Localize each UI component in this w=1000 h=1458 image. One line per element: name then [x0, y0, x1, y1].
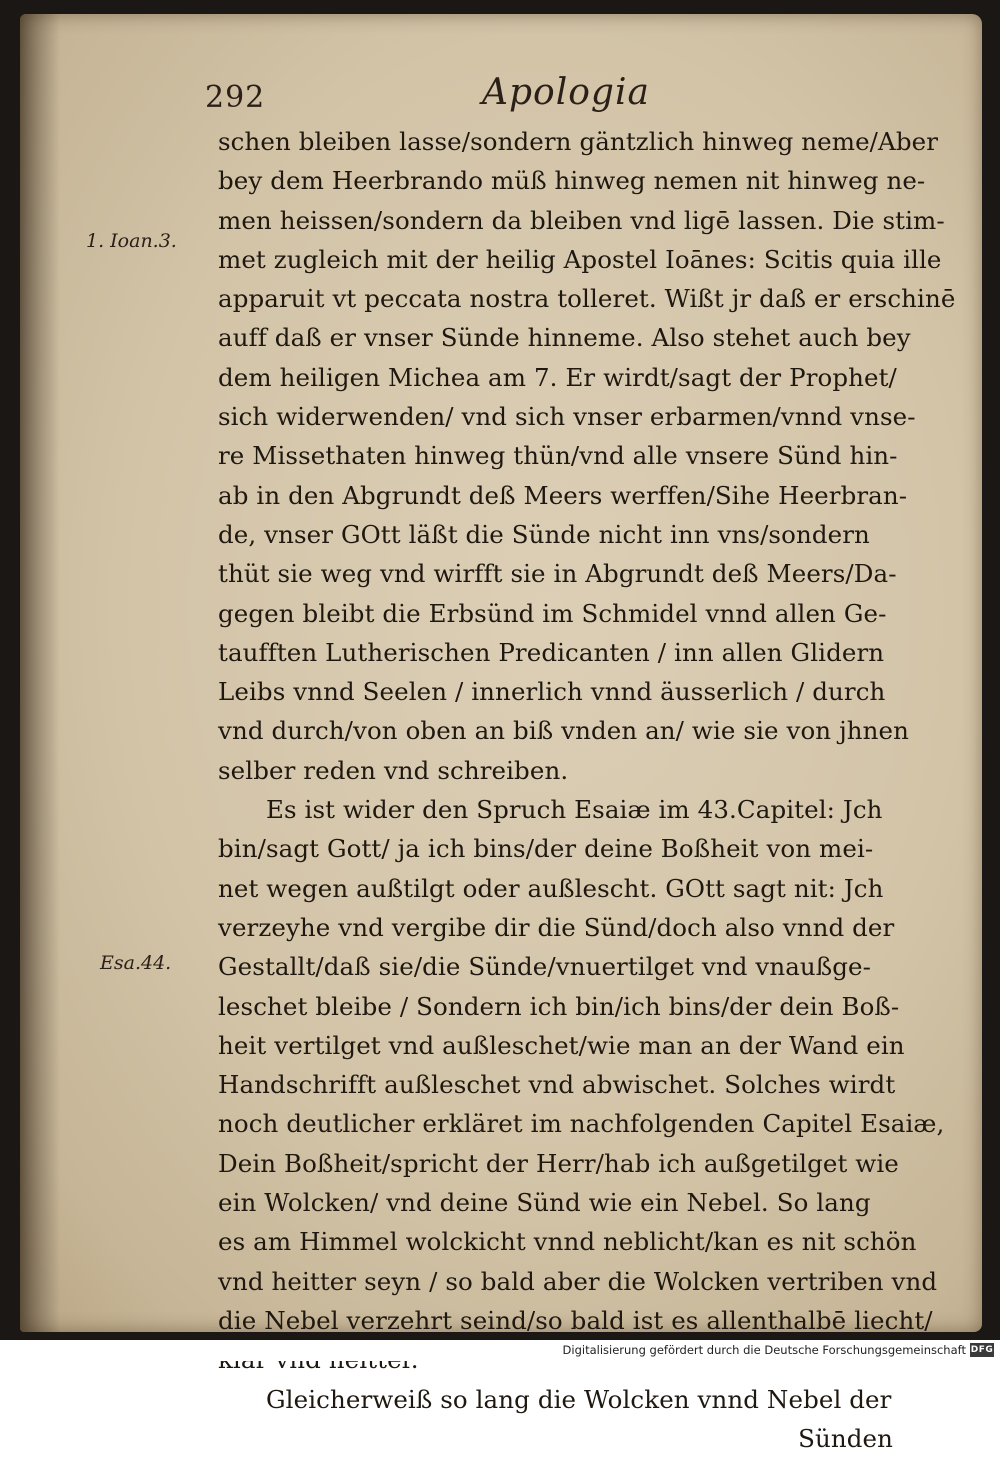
text-line: Handschrifft außleschet vnd abwischet. Solches wirdt	[218, 1070, 896, 1100]
text-line: leschet bleibe / Sondern ich bin/ich bins/der dein Boß-	[218, 991, 900, 1021]
text-line: sich widerwenden/ vnd sich vnser erbarmen/vnnd vnse-	[218, 402, 916, 432]
text-line: es am Himmel wolckicht vnnd neblicht/kan es nit schön	[218, 1227, 917, 1257]
text-line-paragraph-start: Gleicherweiß so lang die Wolcken vnnd Nebel der	[266, 1384, 892, 1414]
text-line: ein Wolcken/ vnd deine Sünd wie ein Nebel. So lang	[218, 1188, 871, 1218]
text-line: vnd durch/von oben an biß vnden an/ wie sie von jhnen	[218, 716, 910, 746]
text-line: vnd heitter seyn / so bald aber die Wolcken vertriben vnd	[218, 1266, 938, 1296]
footer-bar	[0, 1340, 1000, 1361]
text-line: die Nebel verzehrt seind/so bald ist es allenthalbē liecht/	[218, 1305, 933, 1335]
text-line: de, vnser GOtt läßt die Sünde nicht inn vns/sondern	[218, 519, 870, 549]
text-line: gegen bleibt die Erbsünd im Schmidel vnnd allen Ge-	[218, 598, 887, 628]
text-line: Gestallt/daß sie/die Sünde/vnuertilget vnd vnaußge-	[218, 952, 872, 982]
funding-credit: Digitalisierung gefördert durch die Deutsche Forschungsgemeinschaft	[562, 1343, 966, 1357]
text-line: schen bleiben lasse/sondern gäntzlich hinweg neme/Aber	[218, 127, 939, 156]
text-line: met zugleich mit der heilig Apostel Ioānes: Scitis quia ille	[218, 244, 942, 274]
text-line: men heissen/sondern da bleiben vnd ligē lassen. Die stim-	[218, 205, 945, 235]
text-line: thüt sie weg vnd wirfft sie in Abgrundt deß Meers/Da-	[218, 559, 897, 589]
text-line: Dein Boßheit/spricht der Herr/hab ich außgetilget wie	[218, 1148, 899, 1178]
running-head: Apologia	[482, 72, 650, 113]
page-number: 292	[205, 80, 266, 115]
text-line: heit vertilget vnd außleschet/wie man an der Wand ein	[218, 1030, 905, 1060]
margin-note-ioan: 1. Ioan.3.	[86, 230, 177, 252]
text-line-paragraph-start: Es ist wider den Spruch Esaiæ im 43.Capitel: Jch	[266, 795, 883, 825]
text-line: auff daß er vnser Sünde hinneme. Also stehet auch bey	[218, 323, 911, 353]
text-line: re Missethaten hinweg thün/vnd alle vnsere Sünd hin-	[218, 441, 898, 471]
text-line: apparuit vt peccata nostra tolleret. Wißt jr daß er erschinē	[218, 284, 956, 314]
dfg-logo-icon: DFG	[970, 1345, 994, 1355]
body-text	[218, 122, 956, 1458]
text-line: taufften Lutherischen Predicanten / inn allen Glidern	[218, 637, 885, 667]
text-line: Leibs vnnd Seelen / innerlich vnnd äusserlich / durch	[218, 677, 886, 707]
text-line: bey dem Heerbrando müß hinweg nemen nit hinweg ne-	[218, 166, 926, 196]
text-line: noch deutlicher erkläret im nachfolgenden Capitel Esaiæ,	[218, 1109, 945, 1139]
page-gutter-shadow	[20, 14, 60, 1332]
text-line: selber reden vnd schreiben.	[218, 755, 569, 785]
margin-note-esa: Esa.44.	[100, 952, 172, 974]
text-line: dem heiligen Michea am 7. Er wirdt/sagt der Prophet/	[218, 362, 897, 392]
catchword: Sünden	[798, 1423, 893, 1453]
text-line: net wegen außtilgt oder außlescht. GOtt sagt nit: Jch	[218, 873, 884, 903]
text-line: ab in den Abgrundt deß Meers werffen/Sihe Heerbran-	[218, 480, 908, 510]
text-line: bin/sagt Gott/ ja ich bins/der deine Boßheit von mei-	[218, 834, 874, 864]
text-line: verzeyhe vnd vergibe dir die Sünd/doch also vnnd der	[218, 912, 895, 942]
